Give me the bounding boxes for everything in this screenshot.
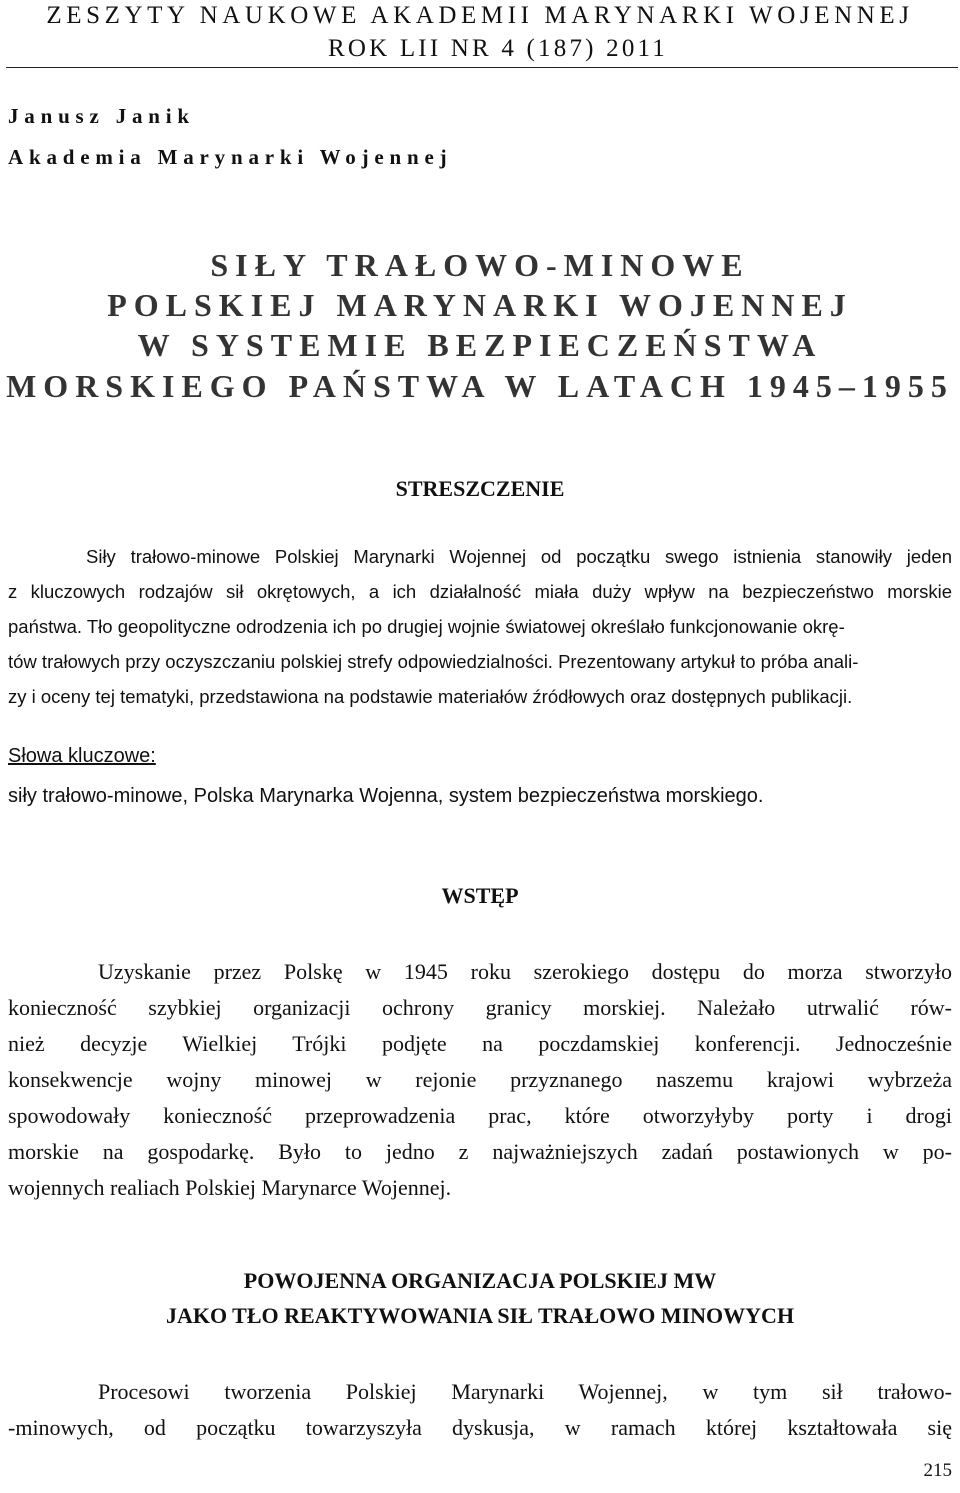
abstract-sentence: Prezentowany artykuł to próba anali- xyxy=(558,651,859,672)
abstract-sentence: tów trałowych przy oczyszczaniu polskiej strefy odpowiedzialności. xyxy=(8,651,553,672)
abstract-line: zy i oceny tej tematyki, przedstawiona na podstawie materiałów źródłowych oraz dostępnych publikacji. xyxy=(8,686,853,707)
abstract-sentence: państwa. xyxy=(8,616,83,637)
keywords-label: Słowa kluczowe: xyxy=(8,745,156,767)
body-line: wojennych realiach Polskiej Marynarce Wojennej. xyxy=(8,1175,452,1200)
keywords-text: siły trałowo-minowe, Polska Marynarka Wojenna, system bezpieczeństwa morskiego. xyxy=(8,785,764,807)
body-line: Uzyskanie przez Polskę w 1945 roku szerokiego dostępu do morza stworzyło xyxy=(98,959,952,984)
abstract-line: Siły trałowo-minowe Polskiej Marynarki Wojennej od początku swego istnienia stanowiły jeden xyxy=(86,546,952,567)
abstract-line xyxy=(8,609,845,644)
body-line: morskie na gospodarkę. Było to jedno z najważniejszych zadań postawionych w po- xyxy=(8,1139,952,1164)
article-title-line: W SYSTEMIE BEZPIECZEŃSTWA xyxy=(137,327,823,363)
journal-title: ZESZYTY NAUKOWE AKADEMII MARYNARKI WOJENNEJ xyxy=(46,2,914,29)
body-line: konieczność szybkiej organizacji ochrony granicy morskiej. Należało utrwalić rów- xyxy=(8,995,952,1020)
section-heading: JAKO TŁO REAKTYWOWANIA SIŁ TRAŁOWO MINOWYCH xyxy=(165,1303,795,1328)
body-line: Procesowi tworzenia Polskiej Marynarki Wojennej, w tym sił trałowo- xyxy=(98,1379,952,1404)
body-line: spowodowały konieczność przeprowadzenia prac, które otworzyłyby porty i drogi xyxy=(8,1103,952,1128)
author-affiliation: Akademia Marynarki Wojennej xyxy=(8,145,453,169)
header-rule xyxy=(6,67,958,68)
section-heading: POWOJENNA ORGANIZACJA POLSKIEJ MW xyxy=(243,1268,717,1293)
abstract-heading: STRESZCZENIE xyxy=(395,476,565,501)
body-line: -minowych, od początku towarzyszyła dyskusja, w ramach której kształtowała się xyxy=(8,1415,952,1440)
author-name: Janusz Janik xyxy=(8,104,195,128)
body-line: konsekwencje wojny minowej w rejonie przyznanego naszemu krajowi wybrzeża xyxy=(8,1067,952,1092)
article-title-line: MORSKIEGO PAŃSTWA W LATACH 1945–1955 xyxy=(6,368,954,404)
abstract-line: z kluczowych rodzajów sił okrętowych, a ich działalność miała duży wpływ na bezpieczeństwo morskie xyxy=(8,581,952,602)
page-number: 215 xyxy=(923,1460,952,1481)
abstract-line xyxy=(8,644,952,679)
abstract-sentence: Tło geopolityczne odrodzenia ich po drugiej wojnie światowej określało funkcjonowanie okrę- xyxy=(86,616,845,637)
intro-heading: WSTĘP xyxy=(441,883,519,908)
body-line: nież decyzje Wielkiej Trójki podjęte na poczdamskiej konferencji. Jednocześnie xyxy=(8,1031,952,1056)
article-title-line: SIŁY TRAŁOWO-MINOWE xyxy=(210,247,750,283)
article-title-line: POLSKIEJ MARYNARKI WOJENNEJ xyxy=(107,287,853,323)
journal-issue: ROK LII NR 4 (187) 2011 xyxy=(327,35,668,62)
